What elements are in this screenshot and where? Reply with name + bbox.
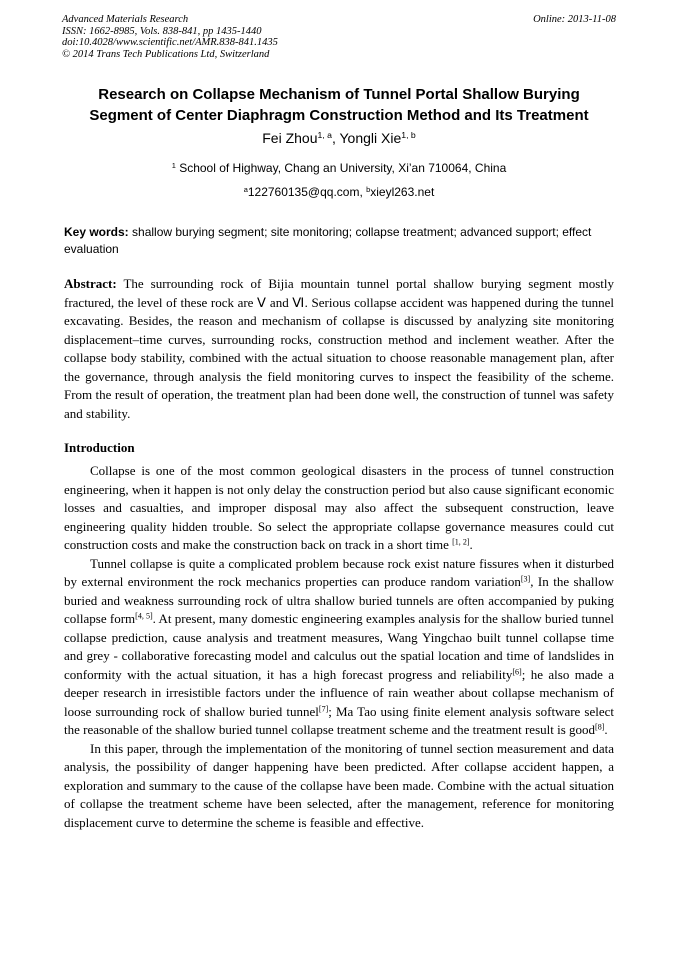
abstract-label: Abstract: bbox=[64, 276, 117, 291]
issn-line: ISSN: 1662-8985, Vols. 838-841, pp 1435-1440 bbox=[62, 25, 262, 37]
doi-line: doi:10.4028/www.scientific.net/AMR.838-841.1435 bbox=[62, 37, 278, 48]
citation: [3] bbox=[520, 574, 531, 584]
paragraph-text: Collapse is one of the most common geological disasters in the process of tunnel construction engineering, when it happen is not only delay the construction period but also cause significant economic losses and casualties, and improper disposal may also affect the subsequent construction, leave engineering quality hidden trouble. So select the appropriate collapse governance measures could cut construction costs and make the construction back on track in a short time bbox=[64, 463, 614, 552]
citation: [8] bbox=[595, 722, 605, 732]
email-address: 122760135@qq.com, bbox=[247, 185, 367, 199]
author-separator: , bbox=[331, 130, 340, 146]
title-line-1: Research on Collapse Mechanism of Tunnel Portal Shallow Burying bbox=[98, 86, 580, 103]
author-name: Fei Zhou bbox=[262, 130, 318, 146]
citation: [4, 5] bbox=[135, 611, 153, 621]
email-superscript: b bbox=[366, 184, 371, 194]
title-line-2: Segment of Center Diaphragm Construction Method and Its Treatment bbox=[89, 107, 589, 124]
keywords-label: Key words: bbox=[64, 225, 129, 239]
paragraph bbox=[64, 462, 614, 555]
citation: [7] bbox=[318, 704, 329, 714]
paragraph-text: , In the shallow buried and weakness surrounding rock of ultra shallow buried tunnels are often accompanied by puking collapse form bbox=[64, 574, 615, 626]
email-address: xieyl263.net bbox=[370, 185, 435, 199]
affiliation-superscript: 1 bbox=[171, 160, 176, 170]
author-superscript: 1, b bbox=[401, 130, 416, 141]
affiliation-text: School of Highway, Chang an University, Xi’an 710064, China bbox=[175, 161, 507, 175]
paragraph bbox=[64, 740, 614, 833]
journal-header bbox=[62, 14, 616, 60]
author-list bbox=[0, 130, 678, 146]
author-superscript: 1, a bbox=[317, 130, 332, 141]
keywords-text: shallow burying segment; site monitoring; collapse treatment; advanced support; effect evaluation bbox=[64, 225, 592, 256]
paragraph-text: ; Ma Tao using finite element analysis software select the reasonable of the shallow buried tunnel collapse treatment scheme and the treatment result is good bbox=[64, 703, 614, 737]
abstract-text: The surrounding rock of Bijia mountain tunnel portal shallow burying segment mostly fractured, the level of these rock are Ⅴ and Ⅵ. Serious collapse accident was happened during the tunnel excavating. Besides, the reason and mechanism of collapse is discussed by analyzing site monitoring displacement–time curves, surrounding rocks, construction method and inclement weather. After the collapse body stability, combined with the actual situation to choose reasonable management plan, after the governance, through analysis the field monitoring curves to inspect the feasibility of the scheme. From the result of operation, the treatment plan had been done well, the construction of tunnel was safety and stability. bbox=[64, 276, 614, 421]
citation: [1, 2] bbox=[452, 537, 470, 547]
paragraph-text: ; he also made a deeper research in irresistible factors under the influence of rain weather about collapse mechanism of loose surrounding rock of shallow buried tunnel bbox=[64, 666, 615, 719]
paragraph-text: In this paper, through the implementation of the monitoring of tunnel section measurement and data analysis, the possibility of danger happening have been predicted. After collapse accident happen, a exploration and summary to the cause of the collapse have been made. Combine with the actual situation of collapse the treatment scheme have been selected, after the management, reference for monitoring displacement curve to determine the scheme is feasible and effective. bbox=[64, 740, 614, 830]
introduction-body bbox=[64, 462, 614, 832]
email-superscript: a bbox=[243, 184, 248, 194]
author-emails bbox=[0, 185, 678, 199]
paragraph-text: . bbox=[604, 722, 608, 737]
paragraph-text: Tunnel collapse is quite a complicated problem because rock exist nature fissures when it disturbed by external environment the rock mechanics properties can produce random variation bbox=[64, 555, 614, 589]
author-name: Yongli Xie bbox=[339, 130, 402, 146]
paragraph-text: . bbox=[469, 537, 473, 552]
paragraph bbox=[64, 555, 614, 740]
copyright-line: © 2014 Trans Tech Publications Ltd, Switzerland bbox=[62, 48, 270, 60]
journal-name: Advanced Materials Research bbox=[62, 14, 189, 25]
online-date: Online: 2013-11-08 bbox=[533, 14, 616, 25]
keywords bbox=[64, 224, 614, 258]
paper-title bbox=[40, 84, 638, 126]
section-heading: Introduction bbox=[64, 440, 135, 455]
affiliation bbox=[0, 161, 678, 175]
paragraph-text: . At present, many domestic engineering examples analysis for the shallow buried tunnel collapse prediction, cause analysis and treatment measures, Wang Yingchao built tunnel collapse time and grey - collaborative forecasting model and calculus out the spatial location and time of landslides in conformity with the actual situation, it has a high forecast progress and reliability bbox=[64, 611, 614, 682]
citation: [6] bbox=[512, 667, 522, 677]
abstract bbox=[64, 275, 614, 423]
